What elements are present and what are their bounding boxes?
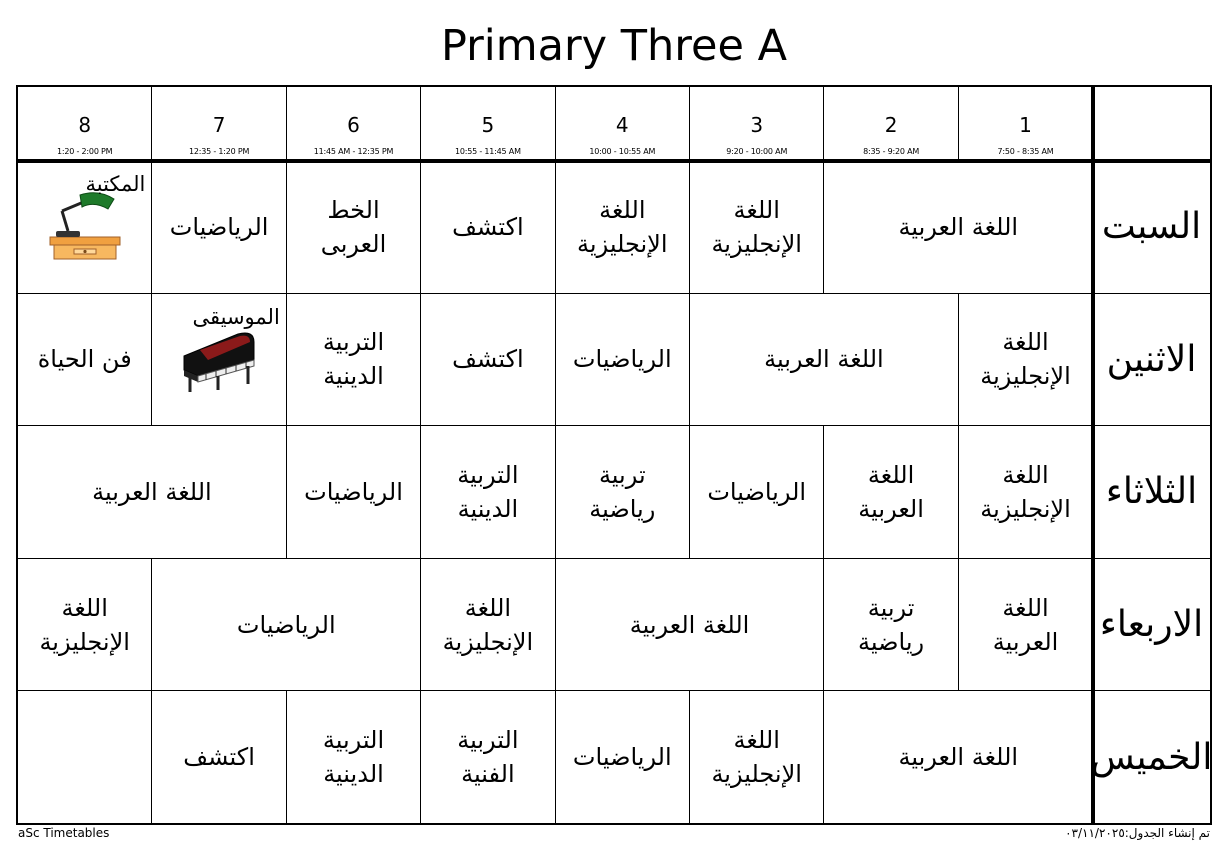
lesson-cell [689,293,959,427]
lesson-cell [17,558,152,692]
lesson-subject: اكتشف [452,345,524,374]
lesson-cell [823,690,1093,824]
lesson-cell [958,425,1093,559]
lesson-label: الموسيقى [192,304,280,329]
lesson-subject: اللغة العربية [92,477,212,506]
lesson-subject: اللغة الإنجليزية [39,593,130,656]
lesson-subject: اللغة الإنجليزية [442,593,534,656]
lesson-subject: اللغة العربية [898,212,1019,241]
lesson-cell [286,293,421,427]
lesson-subject: فن الحياة [37,345,132,374]
lesson-cell [555,690,690,824]
period-number: 8 [78,113,92,137]
period-number: 3 [750,113,764,137]
period-number: 7 [212,113,226,137]
lesson-subject: تربية رياضية [858,593,925,656]
lesson-subject: اللغة الإنجليزية [577,195,668,258]
lesson-subject: التربية الدينية [322,328,385,391]
lesson-subject: الرياضيات [304,477,403,506]
period-number: 2 [884,113,898,137]
period-header-5 [420,86,555,161]
lesson-subject: الرياضيات [169,212,269,241]
period-time: 10:00 - 10:55 AM [589,147,656,156]
lesson-cell [420,293,555,427]
page-title: Primary Three A [440,21,788,71]
lamp-icon [46,191,124,272]
day-label: الاربعاء [1092,558,1211,692]
lesson-subject: اللغة العربية [764,345,884,374]
lesson-subject: اللغة العربية [858,460,924,523]
lesson-subject: اللغة العربية [992,593,1059,656]
lesson-cell [286,690,421,824]
lesson-subject: اللغة الإنجليزية [980,460,1071,523]
lesson-cell-empty [17,690,152,824]
period-time: 12:35 - 1:20 PM [188,147,250,156]
lesson-subject: اللغة الإنجليزية [711,726,802,789]
period-header-4 [555,86,690,161]
lesson-subject: الرياضيات [572,345,672,374]
lesson-cell [555,293,690,427]
lesson-cell [286,425,421,559]
day-label: الاثنين [1092,293,1211,427]
period-time: 10:55 - 11:45 AM [454,147,521,156]
period-header-2 [823,86,958,161]
lesson-subject: الخط العربى [320,195,387,258]
period-time: 7:50 - 8:35 AM [997,147,1054,156]
lesson-cell [689,690,824,824]
lesson-cell [420,425,555,559]
lesson-subject: اللغة العربية [898,743,1019,772]
day-label: السبت [1092,160,1211,294]
lesson-subject: التربية الدينية [457,460,519,523]
lesson-cell [958,293,1093,427]
lesson-subject: اكتشف [183,743,255,772]
lesson-subject: اللغة العربية [629,610,750,639]
footer-generated-date: تم إنشاء الجدول:٠٣/١١/٢٠٢٥ [1065,826,1210,840]
period-header-6 [286,86,421,161]
period-time: 9:20 - 10:00 AM [726,147,788,156]
lesson-subject: التربية الفنية [457,726,519,789]
period-header-8 [17,86,152,161]
lesson-cell [151,558,421,692]
lesson-cell [823,160,1093,294]
lesson-cell [151,160,286,294]
period-time: 1:20 - 2:00 PM [57,147,113,156]
lesson-label: المكتبة [85,172,146,196]
lesson-subject: اللغة الإنجليزية [980,328,1071,391]
lesson-cell [689,160,824,294]
lesson-subject: التربية الدينية [322,726,385,789]
corner-cell [1092,86,1211,161]
lesson-subject: الرياضيات [236,610,336,639]
lesson-cell-icon [151,293,286,427]
period-header-3 [689,86,824,161]
period-number: 4 [615,113,629,137]
period-time: 11:45 AM - 12:35 PM [313,147,394,156]
lesson-cell [555,425,690,559]
day-label: الثلاثاء [1092,425,1211,559]
period-header-7 [151,86,286,161]
lesson-subject: الرياضيات [707,477,807,506]
lesson-cell [420,558,555,692]
period-header-1 [958,86,1093,161]
footer-credit: aSc Timetables [18,826,110,840]
period-number: 6 [347,113,360,137]
lesson-cell [823,425,958,559]
lesson-subject: الرياضيات [572,743,672,772]
period-time: 8:35 - 9:20 AM [863,147,920,156]
lesson-cell [286,160,421,294]
day-label: الخميس [1092,690,1211,824]
period-number: 5 [481,113,495,137]
lesson-cell [17,293,152,427]
piano-icon [178,326,258,405]
lesson-cell [17,425,287,559]
lesson-cell [823,558,958,692]
lesson-cell [555,160,690,294]
lesson-subject: اللغة الإنجليزية [711,195,802,258]
lesson-cell [151,690,286,824]
lesson-cell-icon [17,160,152,294]
lesson-cell [689,425,824,559]
lesson-cell [420,690,555,824]
period-number: 1 [1019,113,1032,137]
lesson-cell [555,558,825,692]
lesson-subject: تربية رياضية [589,460,656,523]
lesson-cell [420,160,555,294]
lesson-cell [958,558,1093,692]
lesson-subject: اكتشف [452,212,524,241]
